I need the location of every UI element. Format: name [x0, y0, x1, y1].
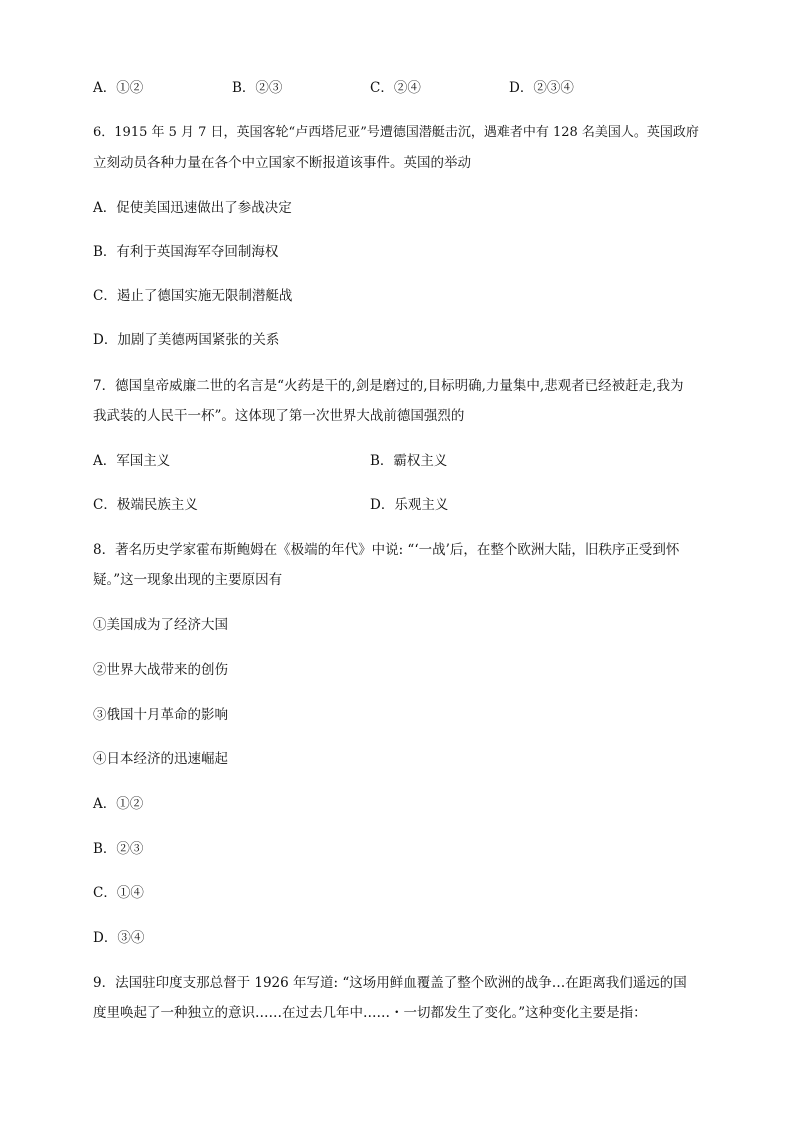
q5-option-d: D．②③④ [509, 80, 574, 96]
q8-stem-line1: 8．著名历史学家霍布斯鲍姆在《极端的年代》中说: “‘一战’后，在整个欧洲大陆，旧秩序正受到怀 [93, 542, 680, 558]
q8-option-a: A．①② [93, 796, 144, 812]
q8-option-b: B．②③ [93, 841, 144, 857]
q7-stem-line1: 7．德国皇帝威廉二世的名言是“火药是干的,剑是磨过的,目标明确,力量集中,悲观者已经被赶走,我为 [93, 378, 684, 394]
q8-statement-1: ①美国成为了经济大国 [93, 617, 228, 633]
q5-option-a: A．①② [93, 80, 144, 96]
q6-stem-line1: 6．1915 年 5 月 7 日，英国客轮“卢西塔尼亚”号遭德国潜艇击沉，遇难者中有 128 名美国人。英国政府 [93, 125, 699, 140]
q8-option-d: D．③④ [93, 930, 145, 946]
q8-stem-line2: 疑。”这一现象出现的主要原因有 [93, 572, 283, 588]
q7-options-row1 [93, 451, 703, 471]
q9-stem-line1: 9．法国驻印度支那总督于 1926 年写道: “这场用鲜血覆盖了整个欧洲的战争…在距离我们遥远的国 [93, 975, 687, 991]
q6-option-d: D．加剧了美德两国紧张的关系 [93, 332, 280, 348]
q7-option-a: A．军国主义 [93, 453, 171, 469]
q8-statement-3: ③俄国十月革命的影响 [93, 707, 228, 723]
q8-statement-4: ④日本经济的迅速崛起 [93, 751, 228, 767]
q7-option-b: B．霸权主义 [370, 453, 448, 469]
q6-option-a: A．促使美国迅速做出了参战决定 [93, 200, 292, 216]
q5-option-b: B．②③ [232, 80, 283, 96]
q7-stem-line2: 我武装的人民干一杯”。这体现了第一次世界大战前德国强烈的 [93, 408, 465, 424]
q7-options-row2 [93, 495, 703, 515]
q9-stem-line2: 度里唤起了一种独立的意识……在过去几年中……・一切都发生了变化。”这种变化主要是指： [93, 1005, 647, 1021]
q6-option-c: C．遏止了德国实施无限制潜艇战 [93, 288, 293, 304]
q6-stem-line2: 立刻动员各种力量在各个中立国家不断报道该事件。英国的举动 [93, 155, 471, 171]
q7-option-d: D．乐观主义 [370, 497, 449, 513]
q5-option-c: C．②④ [370, 80, 421, 96]
q7-option-c: C．极端民族主义 [93, 497, 198, 513]
q8-option-c: C．①④ [93, 885, 144, 901]
q6-option-b: B．有利于英国海军夺回制海权 [93, 244, 279, 260]
q8-statement-2: ②世界大战带来的创伤 [93, 662, 228, 678]
q5-options [93, 78, 703, 98]
